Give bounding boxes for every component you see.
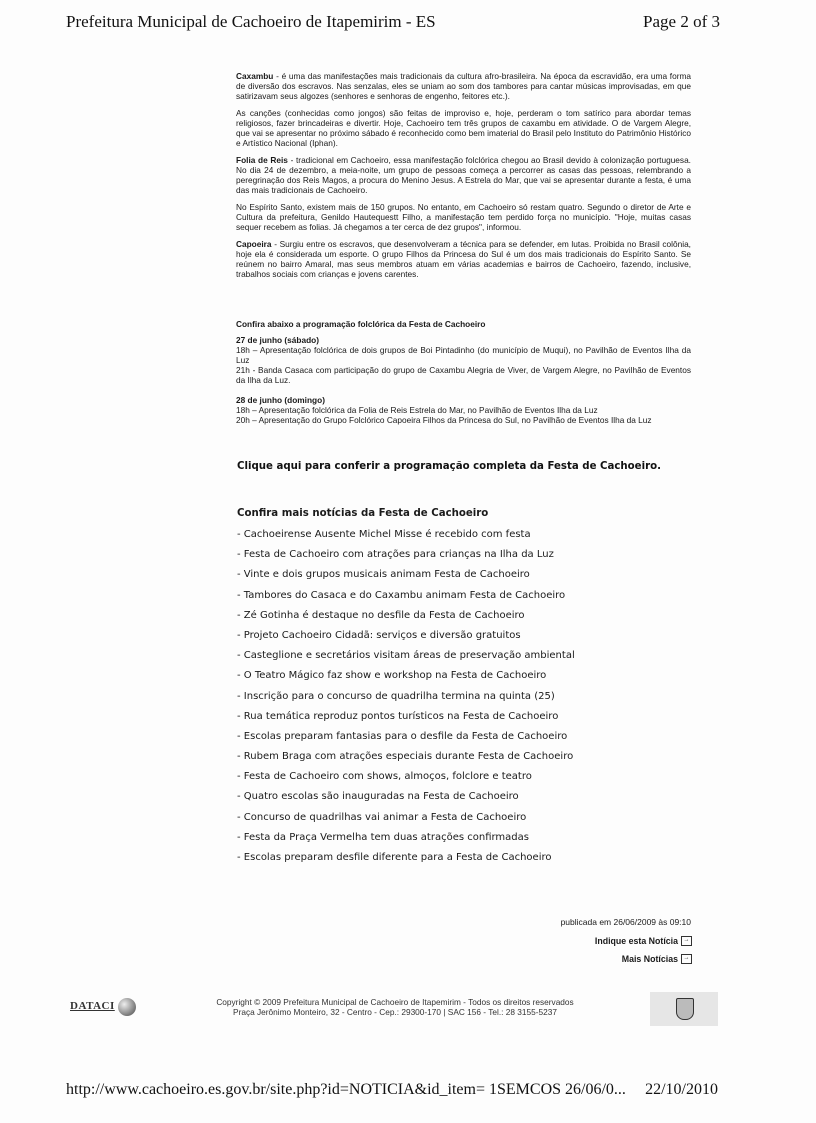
program-day-1-date: 27 de junho (sábado) bbox=[236, 335, 319, 345]
program-heading: Confira abaixo a programação folclórica da Festa de Cachoeiro bbox=[236, 319, 486, 329]
news-list-item[interactable]: - Escolas preparam fantasias para o desfile da Festa de Cachoeiro bbox=[237, 730, 568, 742]
more-news-label: Mais Notícias bbox=[621, 954, 678, 964]
globe-icon bbox=[118, 998, 136, 1016]
term-folia: Folia de Reis bbox=[236, 155, 288, 165]
arrow-enter-icon: → bbox=[681, 954, 692, 964]
copyright-block bbox=[190, 997, 600, 1017]
paragraph-espirito-santo: No Espírito Santo, existem mais de 150 grupos. No entanto, em Cachoeiro só restam quatro. Segundo o diretor de Arte e Cultura da prefeitura, Genildo Hautequestt Filho, a manifestação tem perdido força no município. "Hoje, muitas casas sequer recebem as folias. Já chegamos a ter cerca de dez grupos", informou. bbox=[236, 202, 691, 232]
term-caxambu: Caxambu bbox=[236, 71, 274, 81]
paragraph-folia bbox=[236, 155, 691, 195]
dataci-logo-text: DATACI bbox=[70, 1000, 115, 1012]
program-day-1-line-2: 21h - Banda Casaca com participação do grupo de Caxambu Alegria de Viver, de Vargem Alegre, no Pavilhão de Eventos da Ilha da Luz. bbox=[236, 365, 691, 385]
program-day-2-line-1: 18h – Apresentação folclórica da Folia de Reis Estrela do Mar, no Pavilhão de Eventos Ilha da Luz bbox=[236, 405, 598, 415]
paragraph-caxambu bbox=[236, 71, 691, 101]
address-line: Praça Jerônimo Monteiro, 32 - Centro - Cep.: 29300-170 | SAC 156 - Tel.: 28 3155-5237 bbox=[233, 1007, 557, 1017]
recommend-news-label: Indique esta Notícia bbox=[594, 936, 678, 946]
news-list-item[interactable]: - Casteglione e secretários visitam áreas de preservação ambiental bbox=[237, 650, 575, 662]
print-footer-url: http://www.cachoeiro.es.gov.br/site.php?id=NOTICIA&id_item= 1SEMCOS 26/06/0... bbox=[66, 1081, 626, 1098]
print-footer-date: 22/10/2010 bbox=[645, 1081, 718, 1098]
recommend-news-link[interactable] bbox=[595, 936, 692, 946]
paragraph-cancoes: As canções (conhecidas como jongos) são feitas de improviso e, hoje, perderam o tom satírico para abordar temas religiosos, fazer brincadeiras e divertir. Hoje, Cachoeiro tem três grupos de caxambu em atividade. O de Vargem Alegre, que vai se apresentar no próximo sábado é reconhecido como bem imaterial do Brasil pelo Instituto do Patrimônio Histórico e Artístico Nacional (Iphan). bbox=[236, 108, 691, 148]
program-day-1 bbox=[236, 335, 691, 385]
program-day-2-date: 28 de junho (domingo) bbox=[236, 395, 325, 405]
term-capoeira: Capoeira bbox=[236, 239, 272, 249]
text-caxambu: - é uma das manifestações mais tradicionais da cultura afro-brasileira. Na época da escravidão, era uma forma de diversão dos escravos. Nas senzalas, eles se uniam ao som dos tambores para cantar músicas improvisadas, em que satirizavam seus algozes (senhores e senhoras de engenho, feitores etc.). bbox=[236, 71, 691, 101]
news-list-item[interactable]: - Festa da Praça Vermelha tem duas atrações confirmadas bbox=[237, 831, 529, 843]
news-list-item[interactable]: - Tambores do Casaca e do Caxambu animam Festa de Cachoeiro bbox=[237, 589, 566, 601]
dataci-logo bbox=[68, 994, 140, 1024]
news-list-item[interactable]: - Quatro escolas são inauguradas na Festa de Cachoeiro bbox=[237, 791, 519, 803]
more-news-title: Confira mais notícias da Festa de Cachoeiro bbox=[237, 508, 489, 519]
more-news-list bbox=[237, 528, 575, 871]
print-header-title: Prefeitura Municipal de Cachoeiro de Itapemirim - ES bbox=[66, 12, 436, 31]
news-list-item[interactable]: - Vinte e dois grupos musicais animam Festa de Cachoeiro bbox=[237, 569, 530, 581]
paragraph-capoeira bbox=[236, 239, 691, 279]
news-list-item[interactable]: - Rubem Braga com atrações especiais durante Festa de Cachoeiro bbox=[237, 751, 574, 763]
news-list-item[interactable]: - O Teatro Mágico faz show e workshop na Festa de Cachoeiro bbox=[237, 670, 547, 682]
program-day-2 bbox=[236, 395, 691, 425]
arrow-enter-icon: → bbox=[681, 936, 692, 946]
city-crest-logo bbox=[650, 992, 718, 1026]
copyright-line: Copyright © 2009 Prefeitura Municipal de Cachoeiro de Itapemirim - Todos os direitos reservados bbox=[216, 997, 574, 1007]
print-header-page: Page 2 of 3 bbox=[643, 12, 720, 31]
more-news-link[interactable] bbox=[622, 954, 692, 964]
program-day-2-line-2: 20h – Apresentação do Grupo Folclórico Capoeira Filhos da Princesa do Sul, no Pavilhão de Eventos Ilha da Luz bbox=[236, 415, 652, 425]
news-list-item[interactable]: - Escolas preparam desfile diferente para a Festa de Cachoeiro bbox=[237, 852, 552, 863]
program-day-1-line-1: 18h – Apresentação folclórica de dois grupos de Boi Pintadinho (do município de Muqui), no Pavilhão de Eventos Ilha da Luz bbox=[236, 345, 691, 365]
news-list-item[interactable]: - Festa de Cachoeiro com atrações para crianças na Ilha da Luz bbox=[237, 549, 554, 561]
published-date: publicada em 26/06/2009 às 09:10 bbox=[560, 917, 691, 927]
news-list-item[interactable]: - Rua temática reproduz pontos turísticos na Festa de Cachoeiro bbox=[237, 710, 559, 722]
news-list-item[interactable]: - Concurso de quadrilhas vai animar a Festa de Cachoeiro bbox=[237, 811, 527, 823]
crest-icon bbox=[676, 998, 694, 1020]
full-program-link[interactable]: Clique aqui para conferir a programação completa da Festa de Cachoeiro. bbox=[237, 461, 661, 472]
news-list-item[interactable]: - Projeto Cachoeiro Cidadã: serviços e diversão gratuitos bbox=[237, 629, 521, 641]
text-capoeira: - Surgiu entre os escravos, que desenvolveram a técnica para se defender, em lutas. Proibida no Brasil colônia, hoje ela é considerada um esporte. O grupo Filhos da Princesa do Sul é um dos mais tradicionais do Espírito Santo. Se reúnem no bairro Amaral, mas seus membros atuam em várias academias e bairros de Cachoeiro, fazendo, inclusive, trabalhos sociais com crianças e jovens carentes. bbox=[236, 239, 691, 279]
news-list-item[interactable]: - Festa de Cachoeiro com shows, almoços, folclore e teatro bbox=[237, 771, 532, 783]
news-list-item[interactable]: - Cachoeirense Ausente Michel Misse é recebido com festa bbox=[237, 529, 531, 540]
news-list-item[interactable]: - Zé Gotinha é destaque no desfile da Festa de Cachoeiro bbox=[237, 609, 525, 621]
article-body bbox=[236, 71, 691, 286]
news-list-item[interactable]: - Inscrição para o concurso de quadrilha termina na quinta (25) bbox=[237, 690, 555, 702]
text-folia: - tradicional em Cachoeiro, essa manifestação folclórica chegou ao Brasil devido à colonização portuguesa. No dia 24 de dezembro, a meia-noite, um grupo de pessoas começa a percorrer as casas das pessoas, relembrando a peregrinação dos Reis Magos, a procura do Menino Jesus. A Estrela do Mar, que vai se apresentar durante a festa, é uma das mais tradicionais de Cachoeiro. bbox=[236, 155, 691, 195]
